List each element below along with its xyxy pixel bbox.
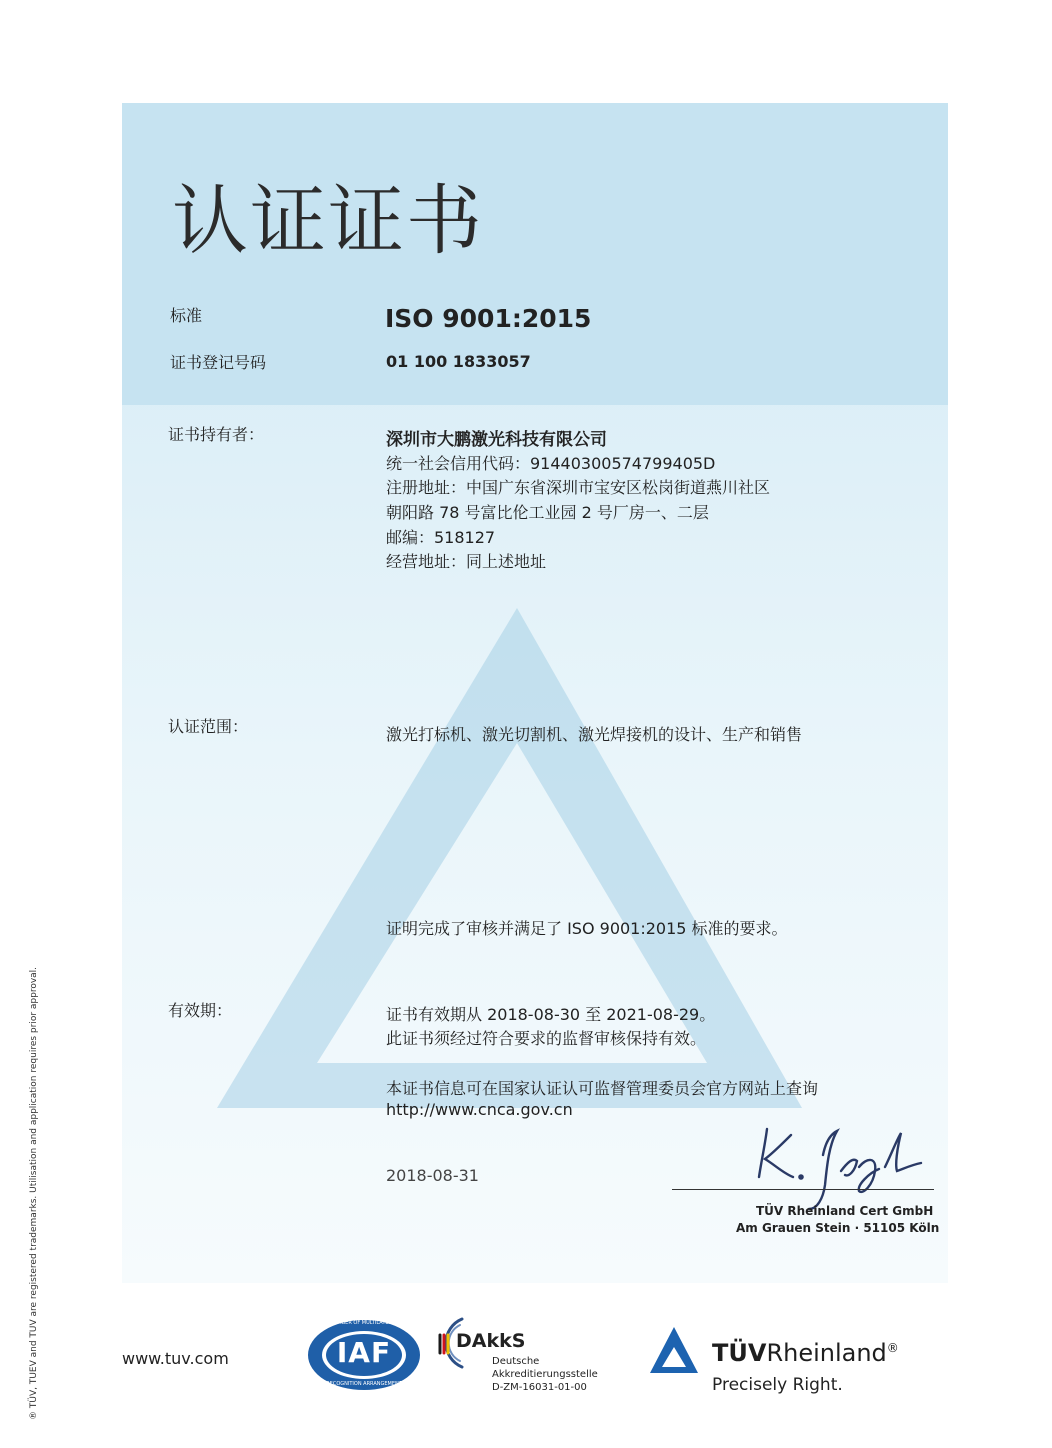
issuer-name: TÜV Rheinland Cert GmbH xyxy=(756,1204,934,1218)
tuv-brand-bold: TÜV xyxy=(712,1339,767,1367)
registration-value: 01 100 1833057 xyxy=(386,352,531,371)
compliance-statement: 证明完成了审核并满足了 ISO 9001:2015 标准的要求。 xyxy=(386,919,788,938)
standard-value: ISO 9001:2015 xyxy=(385,304,592,333)
dakks-line2: Akkreditierungsstelle xyxy=(492,1369,598,1380)
scope-label: 认证范围： xyxy=(168,717,249,736)
query-url[interactable]: http://www.cnca.gov.cn xyxy=(386,1100,573,1119)
trademark-note: ® TÜV, TUEV and TUV are registered trademarks. Utilisation and application requires prior approval. xyxy=(29,966,39,1420)
certificate-title: 认证证书 xyxy=(172,176,484,265)
iaf-text: IAF xyxy=(336,1336,392,1369)
signature-mark xyxy=(745,1115,945,1215)
holder-address-line2: 朝阳路 78 号富比伦工业园 2 号厂房一、二层 xyxy=(386,503,709,522)
tuv-brand-rest: Rheinland xyxy=(766,1339,887,1367)
holder-name: 深圳市大鹏激光科技有限公司 xyxy=(386,430,607,450)
dakks-line1: Deutsche xyxy=(492,1356,540,1367)
scope-value: 激光打标机、激光切割机、激光焊接机的设计、生产和销售 xyxy=(386,725,803,744)
standard-label: 标准 xyxy=(170,306,203,325)
validity-line2: 此证书须经过符合要求的监督审核保持有效。 xyxy=(386,1029,707,1048)
holder-business-address: 经营地址：同上述地址 xyxy=(386,552,547,571)
holder-address-line1: 注册地址：中国广东省深圳市宝安区松岗街道燕川社区 xyxy=(386,478,771,497)
tuv-triangle-icon xyxy=(648,1325,700,1377)
issue-date: 2018-08-31 xyxy=(386,1166,479,1185)
iaf-ring-top: MEMBER OF MULTILATERAL xyxy=(329,1320,399,1326)
tuv-brand-reg: ® xyxy=(886,1341,899,1355)
registration-label: 证书登记号码 xyxy=(170,353,267,372)
tuv-brand xyxy=(712,1339,899,1367)
holder-label: 证书持有者： xyxy=(168,425,265,444)
tuv-slogan: Precisely Right. xyxy=(712,1375,843,1395)
dakks-name: DAkkS xyxy=(456,1330,526,1352)
dakks-line3: D-ZM-16031-01-00 xyxy=(492,1382,587,1393)
iaf-ring-bottom: RECOGNITION ARRANGEMENT xyxy=(326,1381,402,1387)
signature-line xyxy=(672,1189,934,1190)
iaf-logo xyxy=(306,1318,422,1392)
validity-label: 有效期： xyxy=(168,1001,233,1020)
dakks-logo xyxy=(426,1313,596,1403)
holder-postcode: 邮编：518127 xyxy=(386,528,496,547)
holder-credit-code: 统一社会信用代码：91440300574799405D xyxy=(386,454,716,473)
issuer-address: Am Grauen Stein · 51105 Köln xyxy=(736,1221,940,1235)
query-line: 本证书信息可在国家认证认可监督管理委员会官方网站上查询 xyxy=(386,1079,819,1098)
validity-line1: 证书有效期从 2018-08-30 至 2021-08-29。 xyxy=(386,1005,716,1024)
website-link[interactable]: www.tuv.com xyxy=(122,1349,229,1368)
